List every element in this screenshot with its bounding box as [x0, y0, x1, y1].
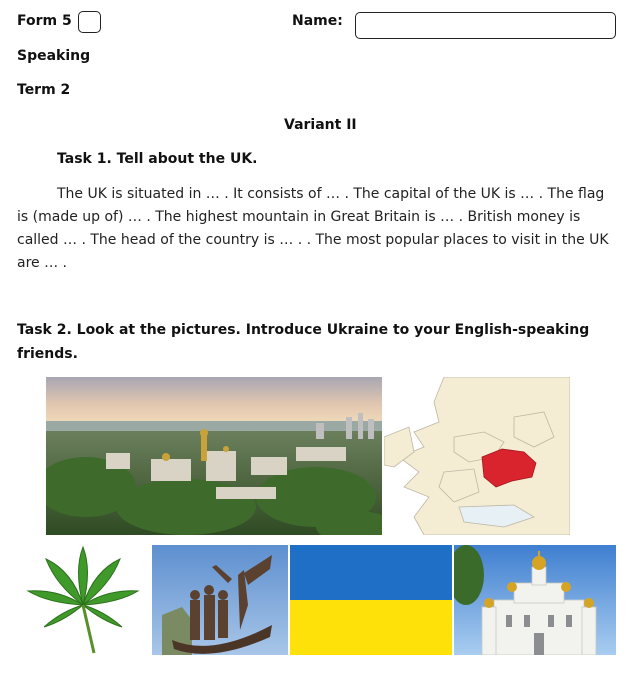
ukraine-flag: [290, 545, 452, 655]
flag-yellow-stripe: [290, 600, 452, 655]
term-label: Term 2: [17, 82, 71, 98]
task1-text: [17, 183, 609, 275]
form-label: Form 5: [17, 13, 72, 29]
chestnut-leaf-photo: [24, 545, 142, 655]
task2-title: Task 2. Look at the pictures. Introduce Ukraine to your English-speaking friends.: [17, 322, 590, 362]
europe-map-illustration: [384, 377, 570, 535]
name-label: Name:: [292, 13, 343, 29]
speaking-label: Speaking: [17, 48, 91, 64]
task1-text-body: The UK is situated in … . It consists of … . The capital of the UK is … . The flag is (made up of) … . The highest mountain in Great Britain is … . British money is called … . The head of the country is … . . The most popular places to visit in the UK are … .: [17, 186, 609, 271]
name-field[interactable]: [355, 12, 616, 39]
variant-label: Variant II: [284, 117, 357, 133]
task1-title: Task 1. Tell about the UK.: [57, 151, 258, 167]
kyiv-aerial-photo: [46, 377, 382, 535]
form-number-field[interactable]: [78, 11, 101, 33]
founders-monument-illustration: [152, 545, 288, 655]
europe-map-ukraine: [384, 377, 570, 535]
lavra-cathedral-illustration: [454, 545, 616, 655]
founders-monument-photo: [152, 545, 288, 655]
flag-blue-stripe: [290, 545, 452, 600]
kyiv-aerial-illustration: [46, 377, 382, 535]
chestnut-leaf-illustration: [24, 545, 142, 655]
lavra-cathedral-photo: [454, 545, 616, 655]
